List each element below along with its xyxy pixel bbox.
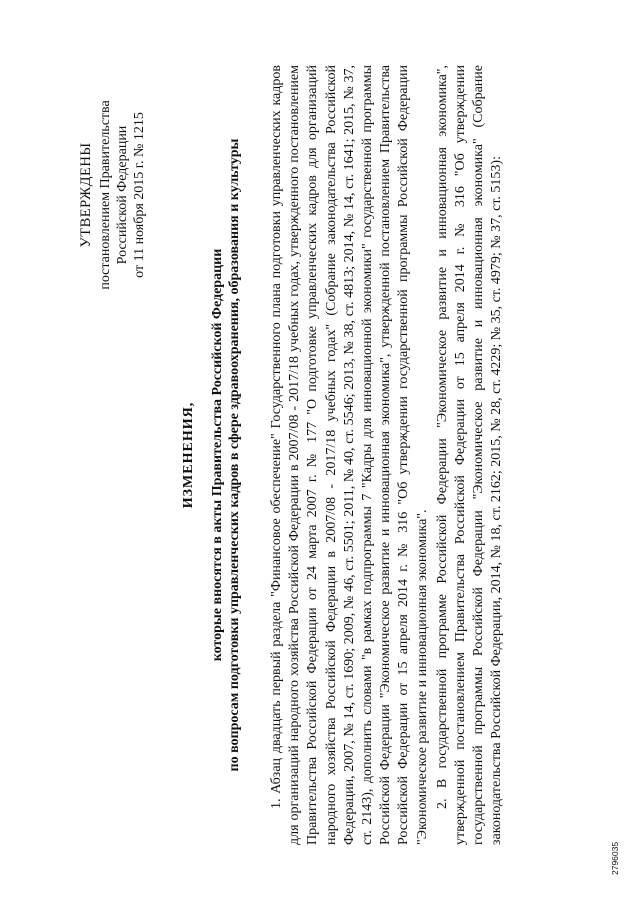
- title-main: ИЗМЕНЕНИЯ,: [181, 401, 196, 509]
- paragraph-2: 2. В государственной программе Российской Федерации "Экономическое развитие и инновационная экономика", утвержденной постановлением Правительства Российской Федерации от 15 апреля 2014 г. № 316 "Об утверждении государственной программы Российской Федерации "Экономическое развитие и инновационная экономика" (Собрание законодательства Российской Федерации, 2014, № 18, ст. 2162; 2015, № 28, ст. 4229; № 35, ст. 4979; № 37, ст. 5153):: [434, 65, 505, 845]
- approval-line-2: Российской Федерации: [115, 125, 130, 265]
- title-line-2: которые вносятся в акты Правительства Российской Федерации: [210, 248, 225, 662]
- approval-heading: УТВЕРЖДЕНЫ: [78, 142, 94, 248]
- document-code: 2796035: [610, 841, 620, 875]
- approval-stamp: [78, 85, 148, 305]
- document-title: [180, 65, 243, 845]
- approval-line-1: постановлением Правительства: [98, 100, 113, 290]
- title-line-3: по вопросам подготовки управленческих кадров в сфере здравоохранения, образования и культуры: [227, 138, 242, 772]
- document-body: [268, 65, 509, 845]
- approval-line-3: от 11 ноября 2015 г. № 1215: [132, 112, 147, 278]
- paragraph-1: 1. Абзац двадцать первый раздела "Финансовое обеспечение" Государственного плана подготовки управленческих кадров для организаций народного хозяйства Российской Федерации в 2007/08 - 2017/18 учебных годах, утвержденного постановлением Правительства Российской Федерации от 24 марта 2007 г. № 177 "О подготовке управленческих кадров для организаций народного хозяйства Российской Федерации в 2007/08 - 2017/18 учебных годах" (Собрание законодательства Российской Федерации, 2007, № 14, ст. 1690; 2009, № 46, ст. 5501; 2011, № 40, ст. 5546; 2013, № 38, ст. 4813; 2014, № 14, ст. 1641; 2015, № 37, ст. 2143), дополнить словами "в рамках подпрограммы 7 "Кадры для инновационной экономики" государственной программы Российской Федерации "Экономическое развитие и инновационная экономика", утвержденной постановлением Правительства Российской Федерации от 15 апреля 2014 г. № 316 "Об утверждении государственной программы Российской Федерации "Экономическое развитие и инновационная экономика".: [269, 65, 430, 845]
